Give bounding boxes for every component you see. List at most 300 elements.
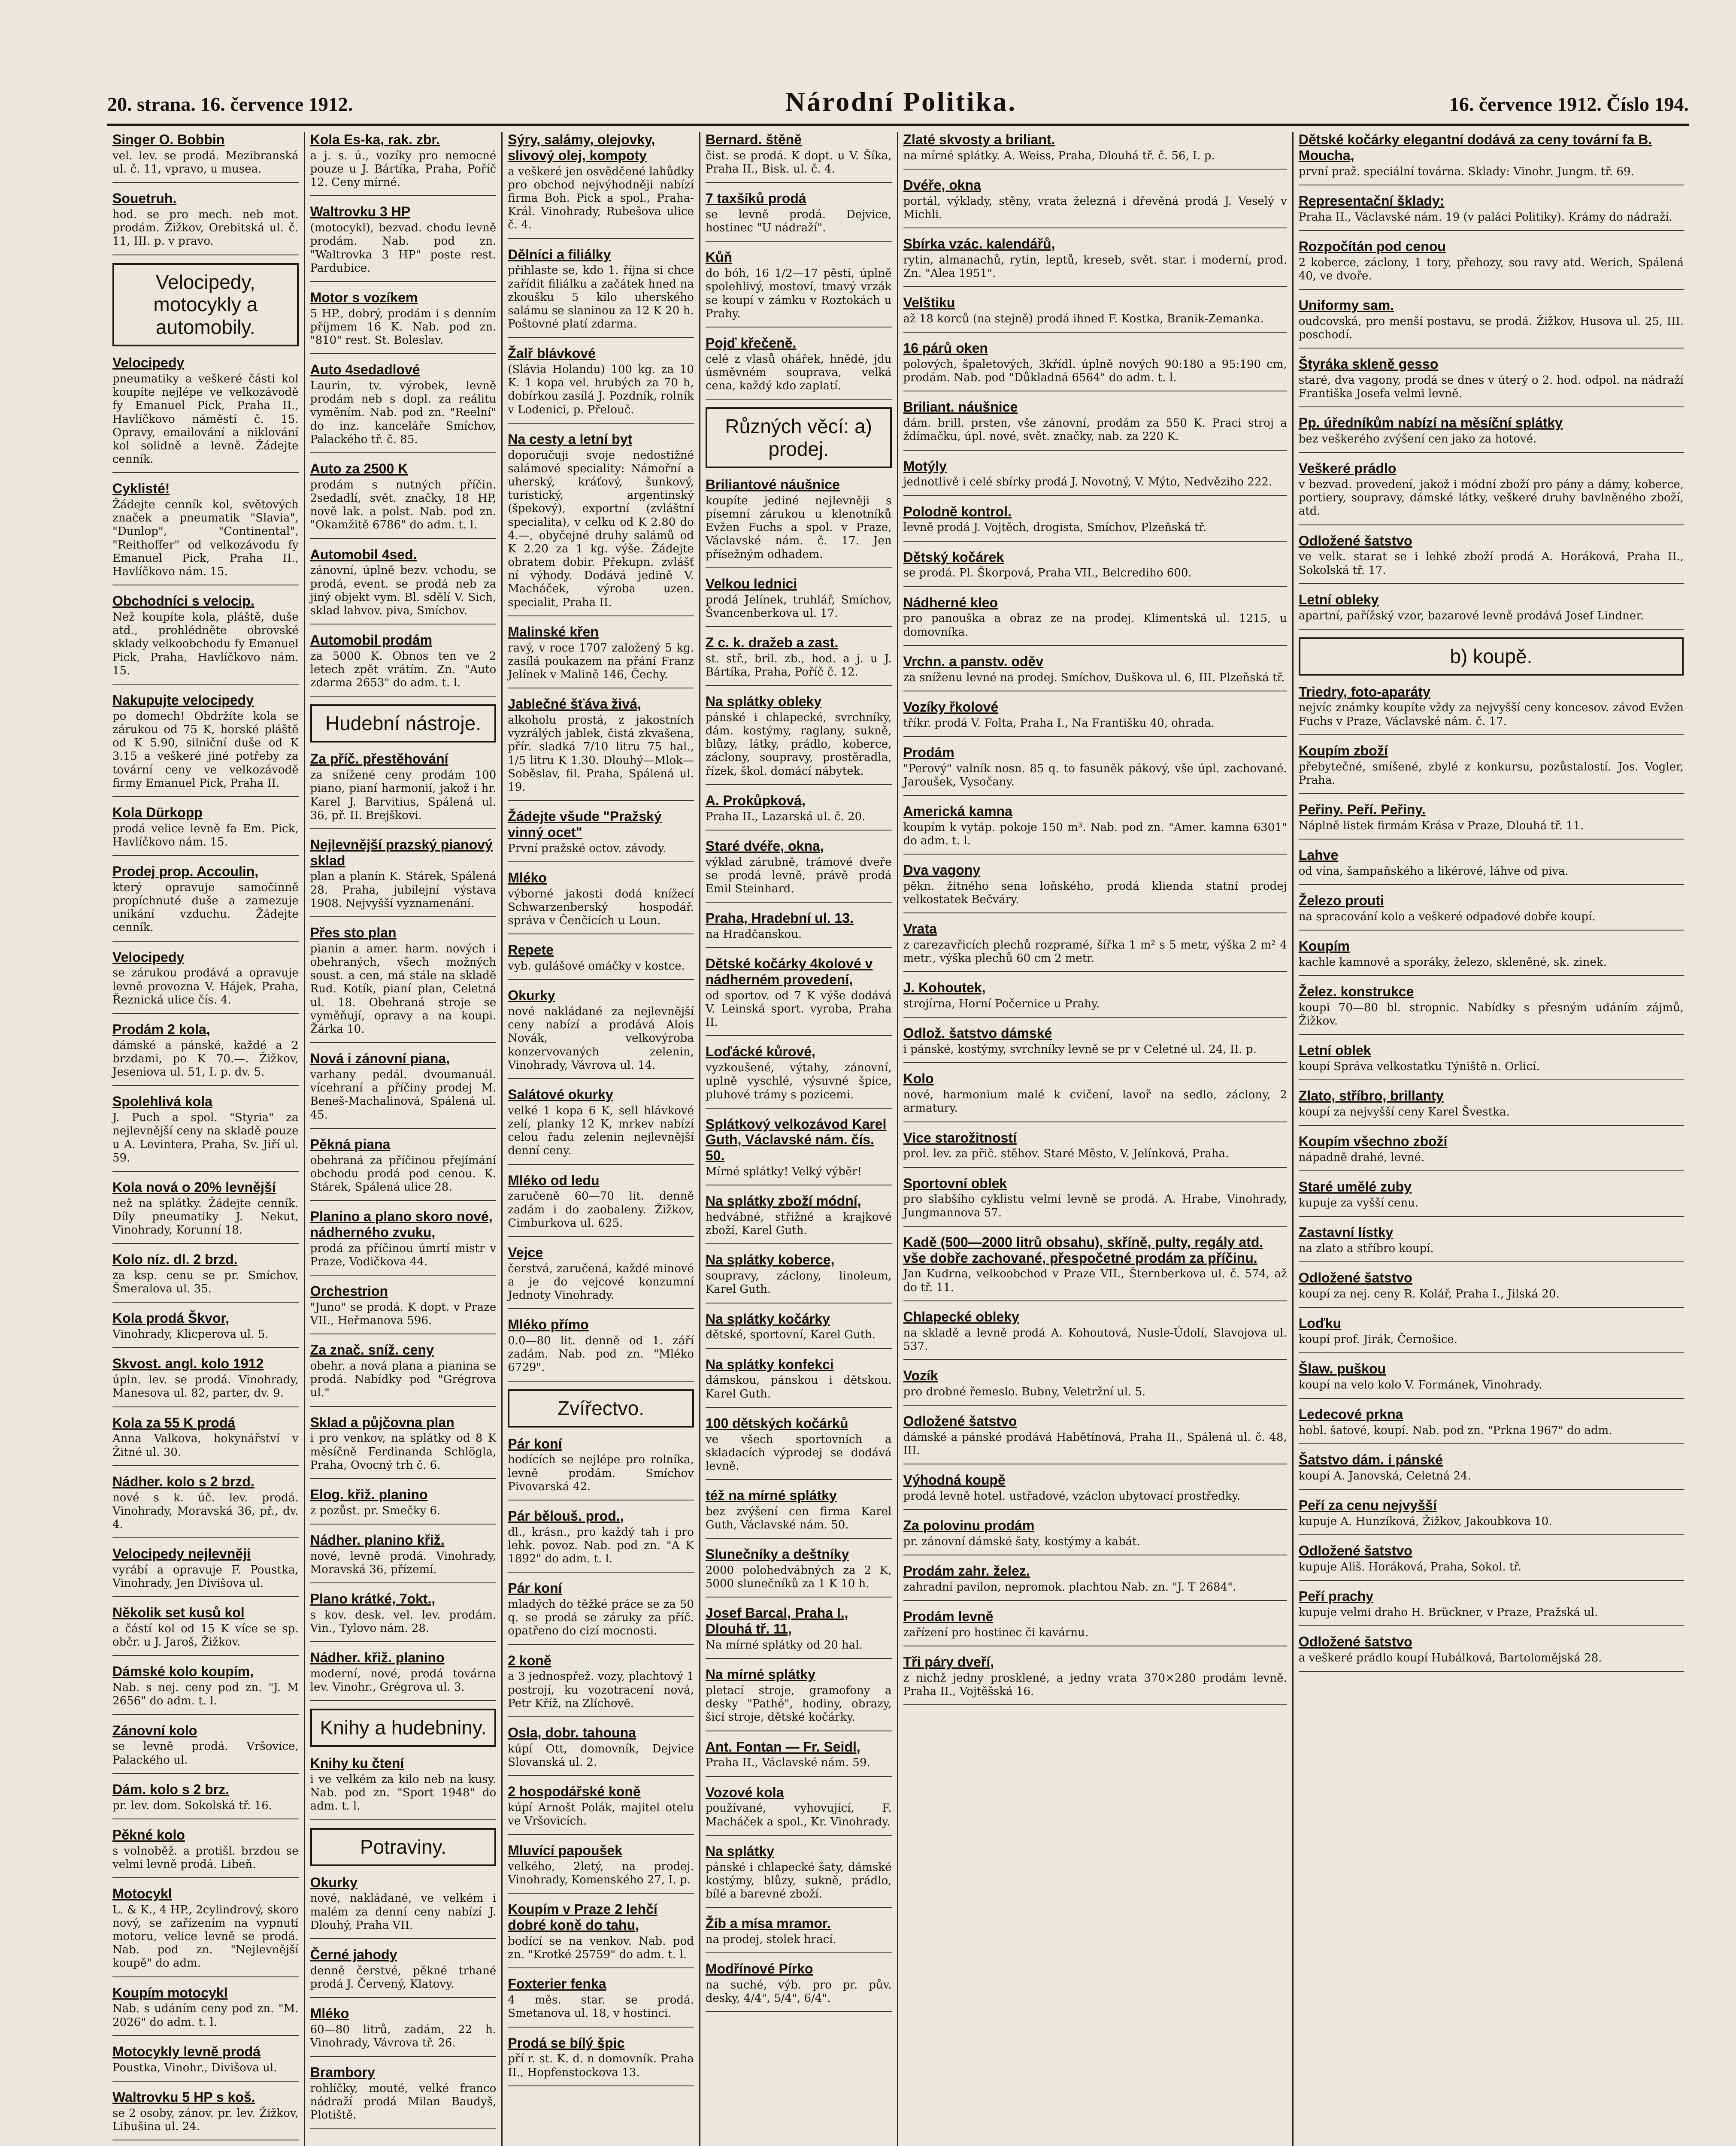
ad-body: apartní, pařížský vzor, bazarové levně prodává Josef Lindner. [1298,609,1644,622]
classified-ad [1299,461,1684,525]
classified-ad [310,2064,497,2129]
ad-body: koupí za nejvyšší ceny Karel Švestka. [1298,1105,1510,1118]
classified-ad [706,1961,892,2012]
classified-ad [112,2089,299,2140]
ad-title: Ant. Fontan — Fr. Seidl, [705,1739,860,1755]
classified-ad [903,549,1287,587]
classified-ad [112,1415,299,1466]
classified-ad [508,1784,694,1835]
ad-body: až 18 korců (na stejně) prodá ihned F. Kostka, Branik-Zemanka. [903,312,1264,326]
ad-body: a veškeré prádlo koupí Hubálková, Bartolomějská 28. [1298,1651,1602,1664]
ad-body: Praha II., Václavské nám. 19 (v paláci Politiky). Krámy do nádraží. [1298,210,1672,224]
classified-ad [903,1413,1287,1464]
classified-ad [706,694,892,785]
column-5 [898,132,1294,2146]
ad-body: Nab. s udáním ceny pod zn. "M. 2026" do adm. t. l. [112,2002,299,2029]
classified-ad [112,1474,299,1538]
ad-body: hedvábné, střižné a krajkové zboží, Karel Guth. [705,1211,892,1237]
classified-ad [903,1176,1287,1227]
ad-title: Mléko [310,2006,349,2022]
classified-ad [508,1843,694,1894]
ad-body: 5 HP., dobrý, prodám i s denním příjmem 16 K. Nab. pod zn. "810" rest. St. Boleslav. [310,307,497,347]
classified-ad [508,1087,694,1165]
ad-body: prodám s nutných příčin. 2sedadlí, svět. značky, 18 HP, nově lak. a polst. Nab. pod zn. "Okamžitě 6786" do adm. t. l. [310,478,497,532]
classified-ad [508,132,694,239]
ad-body: levně prodá J. Vojtěch, drogista, Smíchov, Plzeňská tř. [903,521,1207,534]
ad-body: alkoholu prostá, z jakostních vyzrálých jablek, čistá zkvašena, přír. sladká 7/10 litru 75 hal., 1/5 litru K 1.30. Dlouhý—Mlok—Soběslav, fil. Praha, Spálená ul. 19. [508,714,694,794]
ad-title: Odložené šatstvo [1298,533,1412,549]
ad-body: dámské a pánské, každé a 2 brzdami, po K 70.—. Žižkov, Jeseniova ul. 51, I. p. dv. 5. [112,1039,299,1079]
ad-title: Odložené šatstvo [903,1413,1017,1429]
ad-body: Mírné splátky! Velký výběr! [705,1165,862,1179]
classified-ad [1299,802,1684,840]
classified-ad [310,547,497,625]
ad-body: čist. se prodá. K dopt. u V. Šíka, Praha II., Bisk. ul. č. 4. [705,149,892,176]
ad-title: Salátové okurky [508,1087,613,1102]
classified-ad [112,132,299,183]
ad-title: Briliant. náušnice [903,399,1018,415]
ad-body: varhany pedál. dvoumanuál. vícehraní a příčiny prodej M. Beneš-Machalinová, Spálená ul. 45. [310,1068,497,1121]
ad-body: obehraná za příčinou přejímání obchodu prodá pod cenou. K. Stárek, Spálená ulice 28. [310,1154,497,1194]
ad-body: ve velk. starat se i lehké zboží prodá A. Horáková, Praha II., Sokolská tř. 17. [1298,550,1684,577]
classified-ad [903,699,1287,737]
classified-ad [508,1173,694,1237]
ad-body: přihlaste se, kdo 1. října si chce zařídit filiálku a začátek hned na zkoušku 5 kilo uherského salámu se slaninou za 12 K 20 h. Poštovné platí zdarma. [508,264,694,331]
ad-body: pánské i chlapecké šaty, dámské kostýmy, blůzy, sukně, prádlo, bílé a barevné zboží. [705,1861,892,1900]
ad-body: Vinohrady, Klicperova ul. 5. [112,1328,269,1341]
classified-ad [112,1021,299,1086]
classified-ad [310,1283,497,1334]
ad-body: ravý, v roce 1707 založený 5 kg. zasílá poukazem na přání Franz Jelínek v Malině 146, Čechy. [508,641,694,682]
ad-title: Auto za 2500 K [310,461,408,476]
ad-body: koupí na velo kolo V. Formánek, Vinohrady. [1298,1378,1542,1391]
ad-title: Singer O. Bobbin [112,132,225,147]
classified-ad [310,1532,497,1583]
classified-ad [706,956,892,1036]
ad-title: Letní oblek [1298,1043,1371,1058]
classified-ad [112,355,299,473]
ad-title: Na splátky obleky [705,694,822,709]
ad-title: Loďku [1298,1315,1342,1331]
ad-body: se levně prodá. Dejvice, hostinec "U nádraží". [705,208,892,235]
classified-ad [112,1605,299,1656]
ad-title: Prodej prop. Accoulin, [112,864,259,879]
ad-body: na Hradčanskou. [705,928,802,941]
ad-title: Na splátky kočárky [705,1311,830,1327]
ad-body: prodá levně hotel. ustřadové, vzáclon ubytovací prostředky. [903,1489,1241,1503]
ad-body: Nab. s nej. ceny pod zn. "J. M 2656" do adm. t. l. [112,1681,299,1708]
ad-title: Knihy ku čtení [310,1755,404,1771]
ad-title: Pár bělouš. prod., [508,1508,624,1524]
ad-title: Briliantové náušnice [705,477,840,493]
classified-ad [508,696,694,801]
ad-body: koupi 70—80 bl. stropnic. Nabídky s přesným udáním zájmů, Žižkov. [1298,1001,1684,1028]
ad-title: Železo prouti [1298,892,1384,908]
classified-ad [508,1580,694,1645]
classified-ad [903,1609,1287,1646]
ad-title: Černé jahody [310,1946,397,1962]
classified-ad [903,1071,1287,1122]
ad-title: Sportovní oblek [903,1175,1007,1191]
ad-title: Kola Es-ka, rak. zbr. [310,132,440,147]
ad-body: za ksp. cenu se pr. Smíchov, Šmeralova ul. 35. [112,1269,299,1296]
ad-title: Peřiny. Peří. Peřiny. [1298,802,1426,818]
ad-body: pří r. st. K. d. n domovník. Praha II., Hopfenstockova 13. [508,2052,694,2079]
classified-ad [508,346,694,424]
ad-body: zařízení pro hostinec či kavárnu. [903,1626,1089,1639]
classified-ad [508,870,694,934]
classified-ad [903,458,1287,496]
classified-ad [903,654,1287,691]
classified-ad [706,477,892,568]
ad-body: L. & K., 4 HP., 2cylindrový, skoro nový, se zařízením na vypnutí motoru, velice levně se prodá. Nab. pod zn. "Nejlevnější koupě" do adm. [112,1903,299,1970]
ad-title: Nejlevnější prazský pianový sklad [310,837,493,868]
classified-ad [508,2035,694,2086]
ad-body: Jan Kudrna, velkoobchod v Praze VII., Šternberkova ul. č. 574, až do tř. 11. [903,1267,1287,1294]
classified-ad [508,1901,694,1968]
classified-ad [310,1591,497,1642]
classified-ad [1299,1179,1684,1217]
ad-title: Dětské kočárky 4kolové v nádherném provedení, [705,956,873,987]
newspaper-title: Národní Politika. [785,86,1017,117]
classified-ad [1299,356,1684,407]
classified-ad [508,1725,694,1776]
ad-body: a j. s. ú., vozíky pro nemocné pouze u J. Bártíka, Praha, Poříč 12. Ceny mírné. [310,149,497,189]
classified-ad [1299,984,1684,1035]
ad-body: i ve velkém za kilo neb na kusy. Nab. pod zn. "Sport 1948" do adm. t. l. [310,1773,497,1813]
ad-title: Letní obleky [1298,591,1379,607]
classified-ad [112,1310,299,1348]
ad-body: na prodej, stolek hrací. [705,1933,836,1946]
ad-title: Dámské kolo koupím, [112,1664,254,1679]
ad-title: též na mírné splátky [705,1488,837,1503]
classified-ad [112,481,299,585]
classified-ad [310,132,497,196]
ad-title: Peří prachy [1298,1588,1374,1604]
ad-title: Waltrovku 5 HP s koš. [112,2089,255,2105]
ad-body: nové, nakládané, ve velkém i malém za denní ceny nabízí J. Dlouhý, Praha VII. [310,1892,497,1932]
ad-body: výborné jakosti dodá knížecí Schwarzenberský hospodář. správa v Čenčicích u Loun. [508,887,694,928]
ad-body: vyzkoušené, výtahy, zánovní, uplně vyschlé, výsuvné špice, pluhové trámy s pozicemi. [705,1061,892,1101]
classified-ad [112,2044,299,2082]
ad-title: Na cesty a letní byt [508,431,633,447]
ad-title: Prodá se bílý špic [508,2035,625,2051]
classified-ad [1299,893,1684,931]
ad-columns [107,132,1689,2146]
classified-ad [310,1947,497,1998]
ad-body: do bóh, 16 1/2—17 pěstí, úplně spolehlivý, mostoví, tmavý vrzák se koupí v zámku v Roztokách u Prahy. [705,267,892,320]
ad-title: Orchestrion [310,1283,388,1299]
classified-ad [310,204,497,282]
ad-title: Šlaw. puškou [1298,1361,1386,1377]
ad-title: Vrchn. a panstv. oděv [903,653,1044,669]
classified-ad [706,1667,892,1731]
ad-title: Sýry, salámy, olejovky, slivový olej, kompoty [508,132,655,163]
ad-title: Elog. křiž. planino [310,1486,428,1502]
classified-ad [903,921,1287,972]
classified-ad [706,1252,892,1303]
ad-title: Mluvící papoušek [508,1843,622,1858]
classified-ad [706,1546,892,1597]
ad-title: Na splátky konfekci [705,1356,834,1372]
classified-ad [903,980,1287,1018]
classified-ad [706,1785,892,1836]
ad-body: kúpí Arnošt Polák, majitel otelu ve Vršovicích. [508,1801,694,1828]
ad-title: Žádejte všude "Pražský vinný ocet" [508,809,662,840]
ad-title: J. Kohoutek, [903,980,986,996]
ad-title: Odložené šatstvo [1298,1543,1412,1558]
ad-title: Motýly [903,458,947,474]
ad-body: prodá velice levně fa Em. Pick, Havlíčkovo nám. 15. [112,822,299,849]
ad-title: Malinské křen [508,624,599,640]
ad-body: a částí kol od 15 K více se sp. občr. u J. Jaroš, Žižkov. [112,1622,299,1649]
ad-title: Odložené šatstvo [1298,1634,1412,1649]
ad-title: 7 taxšíků prodá [705,191,806,206]
ad-title: Dětské kočárky elegantní dodává za ceny tovární fa B. Moucha, [1298,132,1652,163]
ad-title: Motocykly levně prodá [112,2043,261,2059]
ad-title: Přes sto plan [310,925,397,941]
classified-ad [310,1051,497,1129]
ad-title: Kola nová o 20% levnější [112,1179,276,1195]
ad-title: Pojď křečeně. [705,335,797,351]
classified-ad [903,177,1287,228]
classified-ad [310,1755,497,1820]
ad-title: Pár koní [508,1580,562,1596]
ad-body: dl., krásn., pro každý tah i pro lehk. povoz. Nab. pod zn. "A K 1892" do adm. t. l. [508,1525,694,1566]
ad-title: Splátkový velkozávod Karel Guth, Václavské nám. čís. 50. [705,1116,887,1164]
classified-ad [112,1546,299,1597]
classified-ad [1299,743,1684,794]
ad-title: Koupím všechno zboží [1298,1134,1448,1149]
ad-body: i pro venkov, na splátky od 8 K měsíčně Ferdinanda Schlögla, Praha, Ovocný trh č. 6. [310,1432,497,1472]
classified-ad [310,837,497,917]
ad-title: Žíb a mísa mramor. [705,1916,831,1931]
ad-body: Náplně listek firmám Krása v Praze, Dlouhá tř. 11. [1298,819,1584,832]
ad-body: moderní, nové, prodá továrna lev. Vinohr., Grégrova ul. 3. [310,1667,497,1694]
ad-body: strojírna, Horní Počernice u Prahy. [903,997,1100,1011]
classified-ad [903,1234,1287,1301]
ad-title: Polodně kontrol. [903,503,1012,519]
ad-body: se 2 osoby, zánov. pr. lev. Žižkov, Libušina ul. 24. [112,2107,299,2133]
classified-ad [903,1563,1287,1601]
ad-title: Vejce [508,1244,543,1260]
ad-body: pr. zánovní dámské šaty, kostýmy a kabát. [903,1535,1140,1548]
ad-body: koupím k vytáp. pokoje 150 m³. Nab. pod zn. "Amer. kamna 6301" do adm. t. l. [903,821,1287,847]
ad-title: Velocipedy [112,949,185,965]
ad-body: pro panouška a obraz ze na prodej. Klimentská ul. 1215, u domovníka. [903,612,1287,639]
ad-title: Prodám levně [903,1608,994,1624]
classified-ad [508,431,694,616]
ad-body: koupí A. Janovská, Celetná 24. [1298,1469,1471,1482]
ad-title: Koupím v Praze 2 lehčí dobré koně do tahu, [508,1901,657,1933]
classified-ad [1299,1134,1684,1171]
ad-body: velkého, 2letý, na prodej. Vinohrady, Komenského 27, I. p. [508,1860,694,1887]
ad-body: kúpí Ott, domovník, Dejvice Slovanská ul. 2. [508,1742,694,1769]
classified-ad [508,809,694,862]
ad-title: Automobil 4sed. [310,546,417,562]
ad-title: Motocykl [112,1885,172,1901]
ad-title: Štyráka skleně gesso [1298,356,1439,372]
ad-body: dámskou, pánskou i dětskou. Karel Guth. [705,1374,892,1400]
ad-body: denně čerstvé, pěkné trhané prodá J. Červený, Klatovy. [310,1964,497,1991]
classified-ad [1299,1043,1684,1080]
ad-title: Nádher. křiž. planino [310,1650,445,1666]
classified-ad [706,335,892,400]
ad-body: hodících se nejlépe pro rolníka, levně prodám. Smíchov Pivovarská 42. [508,1453,694,1493]
classified-ad [1299,1634,1684,1672]
classified-ad [706,249,892,327]
ad-body: první praž. speciální továrna. Sklady: Vinohr. Jungm. tř. 69. [1298,165,1634,178]
classified-ad [508,942,694,980]
ad-body: výklad zárubně, trámové dveře se prodá levně, právě prodá Emil Steinhard. [705,855,892,895]
ad-title: Chlapecké obleky [903,1309,1019,1325]
ad-title: Prodám [903,744,954,760]
ad-title: Prodám zahr. želez. [903,1563,1030,1579]
ad-body: kupuje za vyšší cenu. [1298,1196,1419,1209]
ad-body: na suché, výb. pro pr. pův. desky, 4/4", 5/4", 6/4". [705,1978,892,2005]
ad-body: "Perový" valník nosn. 85 q. to fasuněk pákový, vše úpl. zachované. Jaroušek, Vysočany. [903,762,1287,788]
ad-body: Praha II., Václavské nám. 59. [705,1756,870,1770]
classified-ad [1299,1225,1684,1262]
classified-ad [706,1843,892,1908]
ad-title: 2 hospodářské koně [508,1784,641,1800]
ad-body: používané, vyhovující, F. Macháček a spol., Kr. Vinohrady. [705,1802,892,1828]
classified-ad [1299,1588,1684,1626]
ad-body: nejvíc známky koupíte vždy za nejvyšší ceny koncesov. závod Evžen Fuchs v Praze, Václavské nám. č. 17. [1298,701,1684,728]
classified-ad [706,576,892,627]
classified-ad [903,399,1287,450]
classified-ad [903,862,1287,913]
ad-title: Mléko [508,870,547,885]
ad-title: Pár koní [508,1436,562,1452]
classified-ad [903,745,1287,796]
ad-body: úpln. lev. se prodá. Vinohrady, Manesova ul. 82, parter, dv. 9. [112,1373,299,1400]
ad-title: Vozík [903,1367,938,1383]
ad-title: Foxterier fenka [508,1976,606,1992]
classified-ad [706,191,892,242]
classified-ad [310,1137,497,1201]
ad-title: Za příč. přestěhování [310,751,448,767]
ad-title: A. Prokůpková, [705,792,806,808]
classified-ad [1299,684,1684,735]
ad-title: Nádher. kolo s 2 brzd. [112,1473,254,1489]
column-4 [700,132,898,2146]
ad-title: Brambory [310,2064,375,2080]
classified-ad [706,1416,892,1480]
ad-title: Koupím motocykl [112,1985,228,2001]
ad-title: Obchodníci s velocip. [112,593,254,609]
ad-title: Žalř blávkové [508,346,596,361]
ad-body: dětské, sportovní, Karel Guth. [705,1328,876,1342]
ad-body: a veškeré jen osvědčené lahůdky pro obchod nejvýhodněji nabízí firma Boh. Pick a spol., Praha-Král. Vinohrady, Rubešova ulice č. 4. [508,165,694,232]
ad-body: tříkr. prodá V. Folta, Praha I., Na Františku 40, ohrada. [903,716,1215,730]
ad-title: Ledecové prkna [1298,1406,1403,1422]
ad-title: Waltrovku 3 HP [310,204,411,220]
ad-title: Praha, Hradební ul. 13. [705,910,854,926]
ad-title: Kůň [705,249,733,265]
ad-body: pěkn. žitného sena loňského, prodá klienda statní prodej velkostatek Bečváry. [903,879,1287,906]
classified-ad [706,1605,892,1659]
section-heading: Velocipedy, motocykly a automobily. [112,263,299,347]
classified-ad [1299,1497,1684,1535]
ad-body: než na splátky. Žádejte cenník. Díly pneumatiky J. Nekut, Vinohrady, Korunní 18. [112,1197,299,1237]
classified-ad [1299,533,1684,584]
ad-body: Na mírné splátky od 20 hal. [705,1639,863,1652]
ad-title: Na mírné splátky [705,1667,815,1682]
ad-title: Koupím zboží [1298,743,1388,758]
classified-ad [706,132,892,183]
classified-ad [706,635,892,686]
ad-title: Kolo [903,1071,934,1087]
classified-ad [310,632,497,697]
ad-title: Dám. kolo s 2 brz. [112,1781,230,1797]
ad-title: Motor s vozíkem [310,289,418,305]
ad-title: Pp. úředníkům nabízí na měsíční splátky [1298,415,1563,431]
ad-body: pianin a amer. harm. nových i obehraných, všech možných soust. a cen, má stále na skladě Rud. Kotík, pianí plan, Celetná ul. 18. Obehraná stroje se vyměňují, opravy a na koupi. Žárka 10. [310,942,497,1036]
ad-body: bez veškerého zvýšení cen jako za hotové. [1298,433,1537,446]
ad-title: Zastavní lístky [1298,1225,1394,1240]
ad-body: pro drobné řemeslo. Bubny, Veletržní ul. 5. [903,1385,1146,1398]
ad-body: prol. lev. za přič. stěhov. Staré Město, V. Jelínková, Praha. [903,1147,1229,1161]
ad-title: Osla, dobr. tahouna [508,1725,636,1740]
ad-title: Vozíky řkolové [903,699,999,715]
ad-title: Velkou lednici [705,576,797,591]
ad-body: 4 měs. star. se prodá. Smetanova ul. 18, v hostinci. [508,1994,694,2020]
classified-ad [706,1357,892,1408]
ad-title: Staré umělé zuby [1298,1179,1412,1195]
classified-ad [508,1436,694,1500]
ad-body: nové nakládané za nejlevnější ceny nabízí a prodává Alois Novák, velkovýroba konzervovaných zelenin, Vinohrady, Vávrova ul. 14. [508,1005,694,1072]
ad-body: oudcovská, pro menší postavu, se prodá. Žižkov, Husova ul. 25, III. poschodí. [1298,315,1684,341]
ad-body: nové, levně prodá. Vinohrady, Moravská 36, přízemí. [310,1549,497,1576]
classified-ad [310,1209,497,1276]
ad-title: Americká kamna [903,803,1012,819]
ad-body: mladých do těžké práce se za 50 q. se prodá se záruky za příč. opatřeno do cizí mocnosti. [508,1598,694,1638]
ad-body: hobl. šatové, koupí. Nab. pod zn. "Prkna 1967" do adm. [1298,1424,1612,1437]
ad-body: 2000 polohedvábných za 2 K, 5000 slunečníků za 1 K 10 h. [705,1564,892,1591]
ad-body: Než koupíte kola, pláště, duše atd., prohlédněte obrovské sklady velkoobchodu fy Emanuel Pick, Praha, Havlíčkovo nám. 15. [112,611,299,677]
classified-ad [1299,1543,1684,1581]
ad-body: celé z vlasů ohářek, hnědé, jdu úsměvném souprava, velká cena, každý kdo zaplatí. [705,352,892,393]
ad-body: pneumatiky a veškeré části kol koupíte nejlépe ve velkozávodě fy Emanuel Pick, Praha II., Havlíčkovo náměstí č. 15. Opravy, emailování a niklování kol solidně a levně. Žádejte cenník. [112,373,299,466]
ad-title: Zlaté skvosty a briliant. [903,132,1055,147]
ad-title: Josef Barcal, Praha I., Dlouhá tř. 11, [705,1605,848,1637]
classified-ad [1299,415,1684,453]
ad-body: za 5000 K. Obnos ten ve 2 letech zpět vrátím. Zn. "Auto zdarma 2653" do adm. t. l. [310,649,497,690]
ad-title: Pěkné kolo [112,1827,185,1843]
ad-title: Sbírka vzác. kalendářů, [903,236,1055,252]
classified-ad [706,1116,892,1186]
classified-ad [112,864,299,942]
classified-ad [310,1875,497,1939]
ad-title: Na splátky zboží módní, [705,1193,861,1209]
classified-ad [706,1488,892,1539]
ad-title: Dvéře, okna [903,177,981,193]
ad-title: Uniformy sam. [1298,297,1394,313]
ad-title: Planino a plano skoro nové, nádherného zvuku, [310,1209,493,1240]
ad-body: pánské i chlapecké, svrchníky, dám. kostýmy, raglany, sukně, blůzy, látky, prádlo, koberce, záclony, soupravy, prostěradla, řízek, škol. domácí nábytek. [705,711,892,778]
ad-body: jednotlivě i celé sbírky prodá J. Novotný, V. Mýto, Nedvěziho 222. [903,476,1272,489]
ad-body: (motocykl), bezvad. chodu levně prodám. Nab. pod zn. "Waltrovka 3 HP" poste rest. Pardubice. [310,221,497,275]
ad-title: Kolo níz. dl. 2 brzd. [112,1252,238,1267]
ad-body: se zárukou prodává a opravuje levně provozna V. Hájek, Praha, Řeznická ulice čís. 4. [112,967,299,1006]
ad-body: vel. lev. se prodá. Mezibranská ul. č. 11, vpravo, u musea. [112,149,299,176]
classified-ad [112,593,299,685]
ad-body: na spracování kolo a veškeré odpadové dobře koupí. [1298,910,1596,923]
classified-ad [112,949,299,1014]
ad-title: Automobil prodám [310,632,433,648]
section-heading: b) koupě. [1299,637,1684,676]
